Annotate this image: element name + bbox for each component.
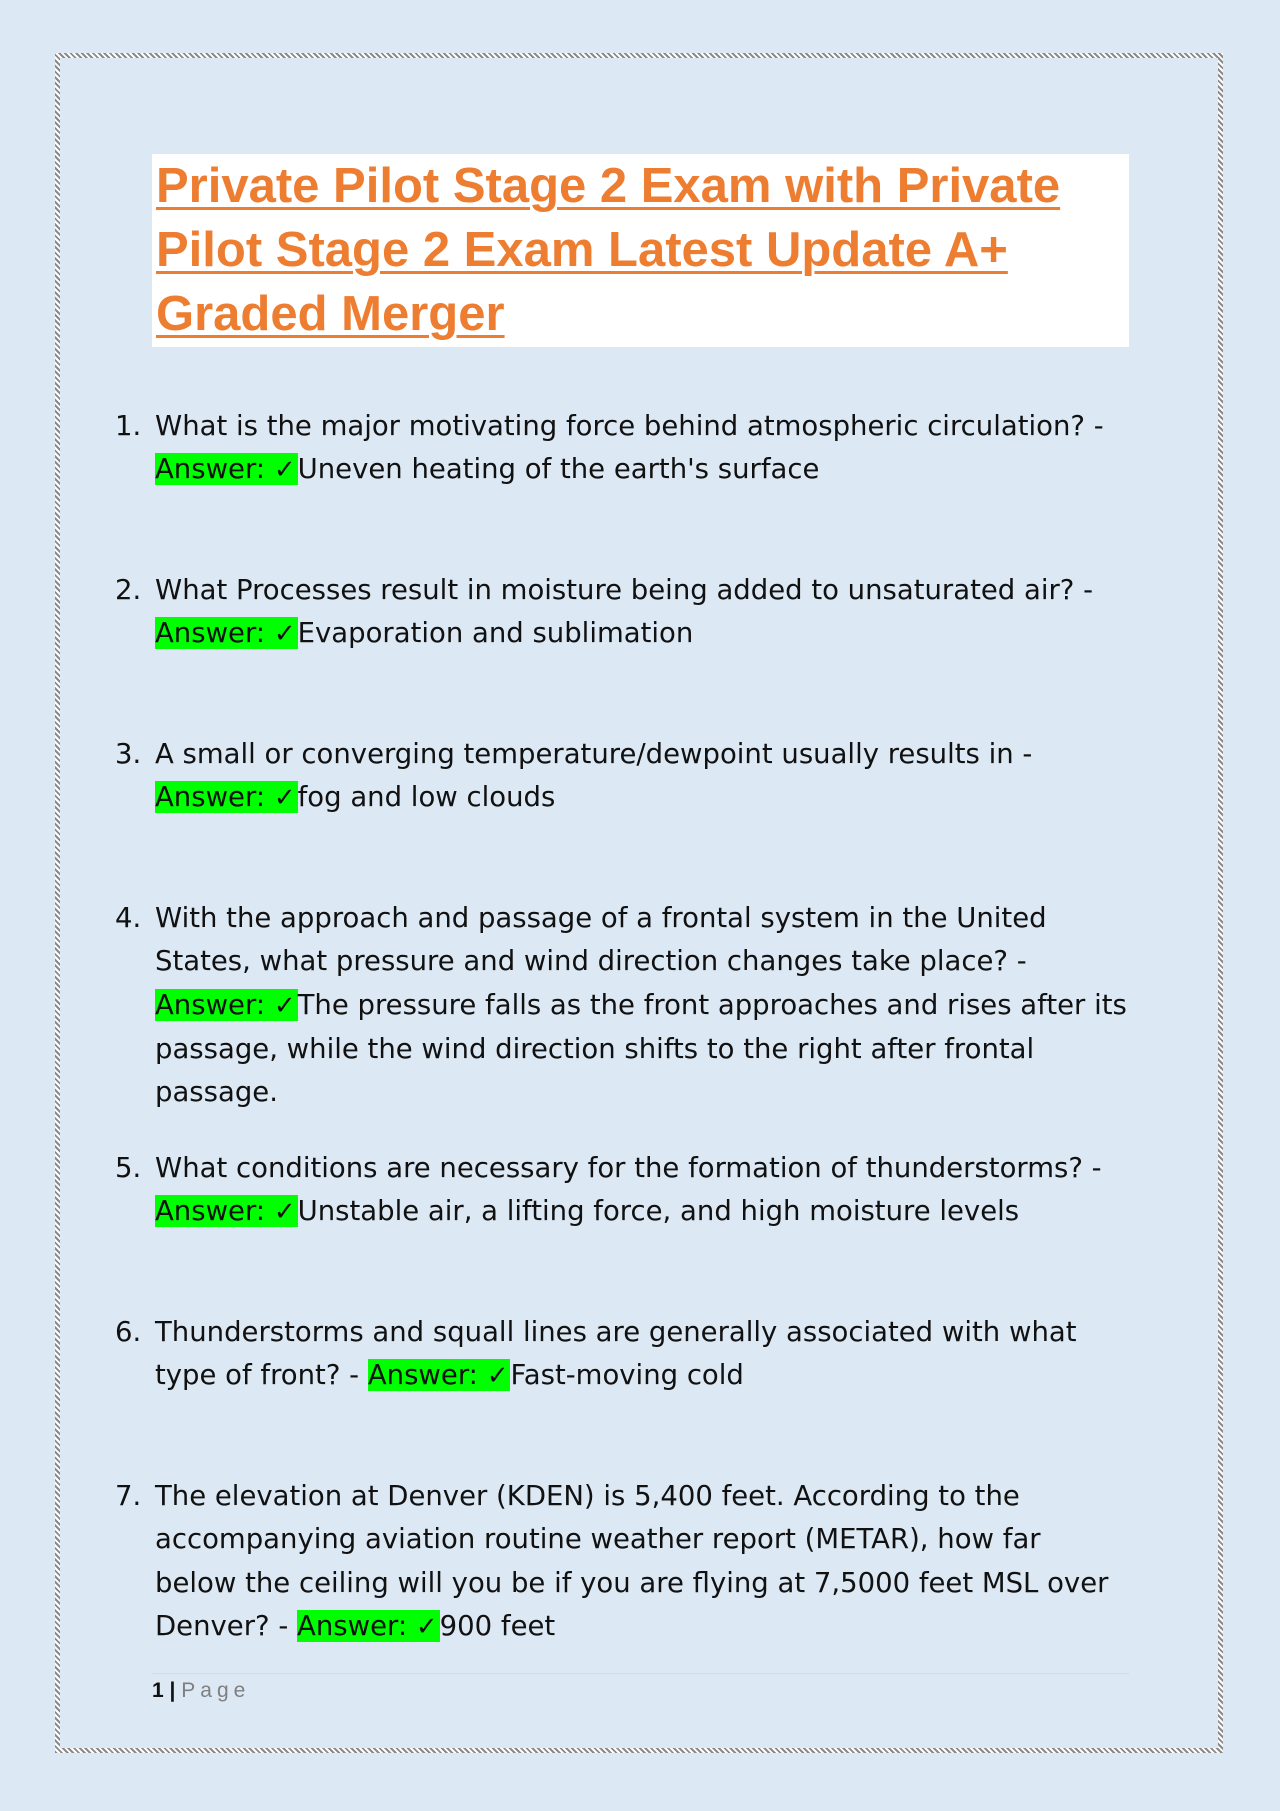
question-number: 3.: [115, 738, 142, 770]
title-box: [152, 154, 1129, 347]
answer-label: Answer: ✓: [155, 617, 296, 650]
question-text: What is the major motivating force behind atmospheric circulation? -: [155, 410, 1104, 442]
question-item: [110, 1475, 1130, 1649]
answer-text: The pressure falls as the front approaches and rises after its passage, while the wind direction shifts to the right after frontal passage.: [155, 988, 1127, 1109]
answer-text: Uneven heating of the earth's surface: [297, 453, 820, 486]
question-number: 2.: [115, 574, 142, 606]
question-text: The elevation at Denver (KDEN) is 5,400 feet. According to the accompanying aviation routine weather report (METAR), how far below the ceiling will you be if you are flying at 7,5000 feet MSL over Denver? -: [155, 1480, 1109, 1642]
answer-label: Answer: ✓: [155, 1195, 296, 1228]
footer-separator: |: [169, 1679, 176, 1702]
check-icon: ✓: [273, 1197, 296, 1228]
answer-text: fog and low clouds: [297, 781, 556, 814]
answer-text: Fast-moving cold: [510, 1359, 744, 1392]
page-footer: [152, 1679, 250, 1703]
check-icon: ✓: [273, 455, 296, 486]
question-list: [110, 405, 1130, 1649]
check-icon: ✓: [486, 1361, 509, 1392]
question-item: [110, 569, 1130, 733]
question-number: 5.: [115, 1152, 142, 1184]
answer-text: 900 feet: [439, 1609, 556, 1642]
question-item: [110, 733, 1130, 897]
document-title: Private Pilot Stage 2 Exam with Private Pilot Stage 2 Exam Latest Update A+ Graded Merger: [156, 159, 1061, 341]
answer-label: Answer: ✓: [155, 453, 296, 486]
question-item: [110, 897, 1130, 1147]
question-number: 4.: [115, 902, 142, 934]
check-icon: ✓: [273, 990, 296, 1021]
answer-text: Unstable air, a lifting force, and high moisture levels: [297, 1195, 1020, 1228]
question-text: With the approach and passage of a frontal system in the United States, what pressure and wind direction changes take place? -: [155, 902, 1047, 978]
question-text: What Processes result in moisture being added to unsaturated air? -: [155, 574, 1094, 606]
question-item: [110, 1147, 1130, 1311]
question-text: Thunderstorms and squall lines are generally associated with what type of front? -: [155, 1316, 1077, 1392]
check-icon: ✓: [273, 783, 296, 814]
answer-label: Answer: ✓: [155, 781, 296, 814]
question-text: What conditions are necessary for the formation of thunderstorms? -: [155, 1152, 1102, 1184]
question-item: [110, 1311, 1130, 1475]
page-label: Page: [181, 1679, 251, 1702]
answer-text: Evaporation and sublimation: [297, 617, 694, 650]
question-text: A small or converging temperature/dewpoint usually results in -: [155, 738, 1033, 770]
check-icon: ✓: [415, 1611, 438, 1642]
answer-label: Answer: ✓: [367, 1359, 509, 1392]
answer-label: Answer: ✓: [155, 988, 296, 1021]
page-number: 1: [152, 1679, 164, 1702]
answer-label: Answer: ✓: [297, 1609, 438, 1642]
question-number: 1.: [115, 410, 142, 442]
question-number: 7.: [115, 1480, 142, 1512]
check-icon: ✓: [273, 619, 296, 650]
footer-divider: [152, 1673, 1129, 1674]
question-number: 6.: [115, 1316, 142, 1348]
question-item: [110, 405, 1130, 569]
